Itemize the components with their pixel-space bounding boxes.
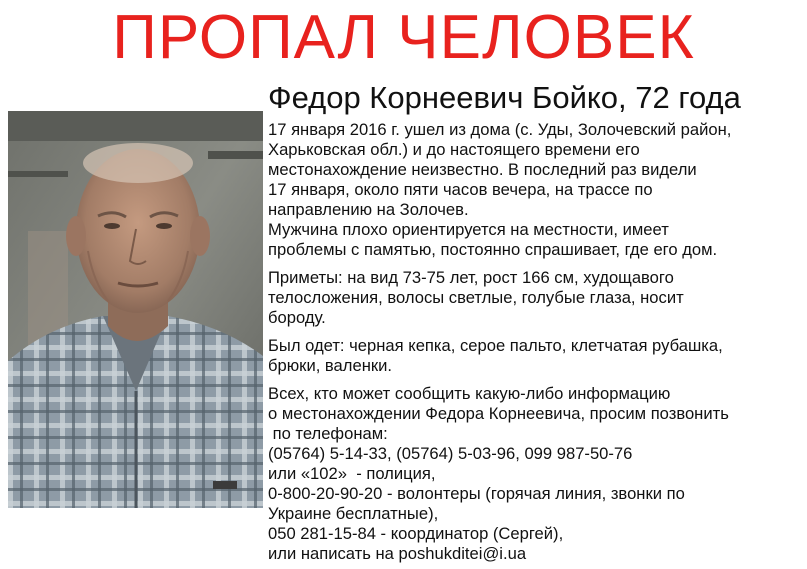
story-paragraph	[268, 120, 802, 260]
announcement-text	[268, 120, 802, 564]
contacts-line: о местонахождении Федора Корнеевича, просим позвонить	[268, 404, 729, 423]
signs-line: телосложения, волосы светлые, голубые глаза, носит	[268, 288, 684, 307]
signs-line: Приметы: на вид 73-75 лет, рост 166 см, худощавого	[268, 268, 674, 287]
volunteer-hotline: 0-800-20-90-20 - волонтеры (горячая линия, звонки по	[268, 484, 685, 503]
contacts-line: Украине бесплатные),	[268, 504, 439, 523]
coordinator-number: 050 281-15-84 - координатор (Сергей),	[268, 524, 564, 543]
police-number: или «102» - полиция,	[268, 464, 436, 483]
story-line: направлению на Золочев.	[268, 200, 469, 219]
portrait-photo-icon	[8, 111, 263, 508]
story-line: Харьковская обл.) и до настоящего времени его	[268, 140, 640, 159]
story-line: Мужчина плохо ориентируется на местности, имеет	[268, 220, 669, 239]
story-line: 17 января 2016 г. ушел из дома (с. Уды, Золочевский район,	[268, 120, 732, 139]
signs-line: бороду.	[268, 308, 326, 327]
signs-paragraph	[268, 268, 802, 328]
clothes-line: Был одет: черная кепка, серое пальто, клетчатая рубашка,	[268, 336, 723, 355]
story-line: местонахождение неизвестно. В последний раз видели	[268, 160, 697, 179]
story-line: проблемы с памятью, постоянно спрашивает, где его дом.	[268, 240, 718, 259]
contacts-line: Всех, кто может сообщить какую-либо информацию	[268, 384, 671, 403]
headline-title: ПРОПАЛ ЧЕЛОВЕК	[112, 3, 695, 72]
story-line: 17 января, около пяти часов вечера, на трассе по	[268, 180, 653, 199]
email-contact: или написать на poshukditei@i.ua	[268, 544, 527, 563]
person-name: Федор Корнеевич Бойко, 72 года	[268, 80, 741, 115]
clothes-line: брюки, валенки.	[268, 356, 392, 375]
phone-numbers: (05764) 5-14-33, (05764) 5-03-96, 099 987-50-76	[268, 444, 633, 463]
portrait-photo	[8, 111, 263, 508]
clothes-paragraph	[268, 336, 802, 376]
contacts-paragraph	[268, 384, 802, 564]
contacts-line: по телефонам:	[268, 424, 388, 443]
